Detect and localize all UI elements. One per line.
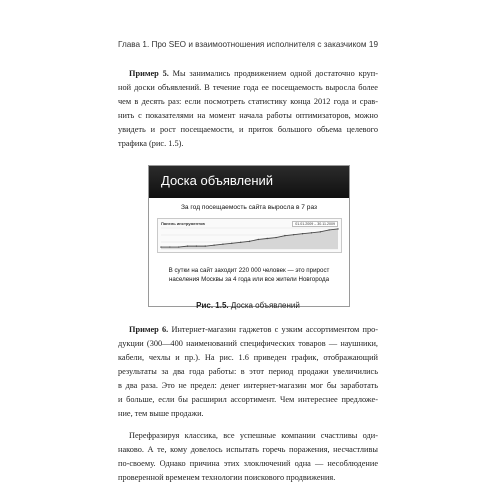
data-point <box>267 238 268 239</box>
data-point <box>231 243 232 244</box>
data-point <box>240 242 241 243</box>
data-point <box>275 237 276 238</box>
figure-title: Доска объявлений <box>161 173 274 188</box>
data-point <box>311 232 312 233</box>
data-point <box>169 246 170 247</box>
paragraph-line: и больше, если бы расширил ассортимент. Чем интереснее предложе- <box>118 395 378 404</box>
example-lead: Пример 5. <box>129 69 169 78</box>
paragraph-line: кабели, чехлы и пр.). На рис. 1.6 приведен график, отображающий <box>118 353 378 362</box>
data-point <box>196 245 197 246</box>
figure-note-line: В сутки на сайт заходит 220 000 человек — это прирост <box>168 267 330 274</box>
caption-text: Доска объявлений <box>228 301 300 310</box>
paragraph-line: дукции (300—400 наименований специфических товаров — наушники, <box>118 339 378 348</box>
paragraph-line: Пример 5. Мы занимались продвижением одной достаточно круп- <box>129 69 378 78</box>
data-point <box>302 233 303 234</box>
paragraph-line: чем в десять раз: если посмотреть статистику конца 2012 года и срав- <box>118 97 378 106</box>
figure-note-line: населения Москвы за 4 года или все жители Новгорода <box>168 276 330 283</box>
paragraph-line: нить с показателями на момент начала работы оптимизаторов, можно <box>118 111 378 120</box>
traffic-chart-panel <box>157 218 342 253</box>
data-point <box>320 231 321 232</box>
panel-label: Панель инструментов <box>161 221 205 226</box>
paragraph-line: проверенной временем технологии поискового продвижения. <box>118 473 336 482</box>
data-point <box>222 244 223 245</box>
data-point <box>293 234 294 235</box>
paragraph-line: результаты за два года работы: в этот период продажи увеличились <box>118 367 378 376</box>
paragraph-line: в два раза. Это не предел: денег интернет-магазин мог бы заработать <box>118 381 378 390</box>
figure-header-bar <box>149 166 349 198</box>
date-range: 01.01.2009 – 30.11.2009 <box>292 221 338 227</box>
data-point <box>249 241 250 242</box>
data-point <box>337 228 338 229</box>
paragraph-line: трафика (рис. 1.5). <box>118 139 184 148</box>
caption-prefix: Рис. 1.5. <box>196 301 229 310</box>
running-title: Глава 1. Про SEO и взаимоотношения исполнителя с заказчиком <box>118 40 367 49</box>
paragraph-line: Пример 6. Интернет-магазин гаджетов с узким ассортиментом про- <box>129 325 378 334</box>
paragraph-line: Перефразируя классика, все успешные компании счастливы оди- <box>129 431 378 440</box>
data-point <box>258 239 259 240</box>
data-point <box>187 245 188 246</box>
paragraph-line: по-своему. Однако причина этих злоключений одна — несоблюдение <box>118 459 378 468</box>
data-point <box>160 246 161 247</box>
data-point <box>213 244 214 245</box>
figure-subtitle: За год посещаемость сайта выросла в 7 раз <box>180 204 318 211</box>
example-lead: Пример 6. <box>129 325 169 334</box>
paragraph-line: наково. А те, кому довелось испытать горечь поражения, несчастливы <box>118 445 378 454</box>
data-point <box>178 246 179 247</box>
data-point <box>284 235 285 236</box>
page-number: 19 <box>368 40 378 49</box>
figure-caption <box>118 301 378 310</box>
paragraph-line: увидеть и рост посещаемости, и приток большого объема целевого <box>118 125 378 134</box>
data-point <box>205 245 206 246</box>
paragraph-line: ной доски объявлений. В течение года ее посещаемость выросла более <box>118 83 378 92</box>
running-header <box>118 40 378 52</box>
paragraph-line: ние, тем выше продажи. <box>118 409 204 418</box>
data-point <box>328 229 329 230</box>
figure-screenshot <box>148 165 350 307</box>
